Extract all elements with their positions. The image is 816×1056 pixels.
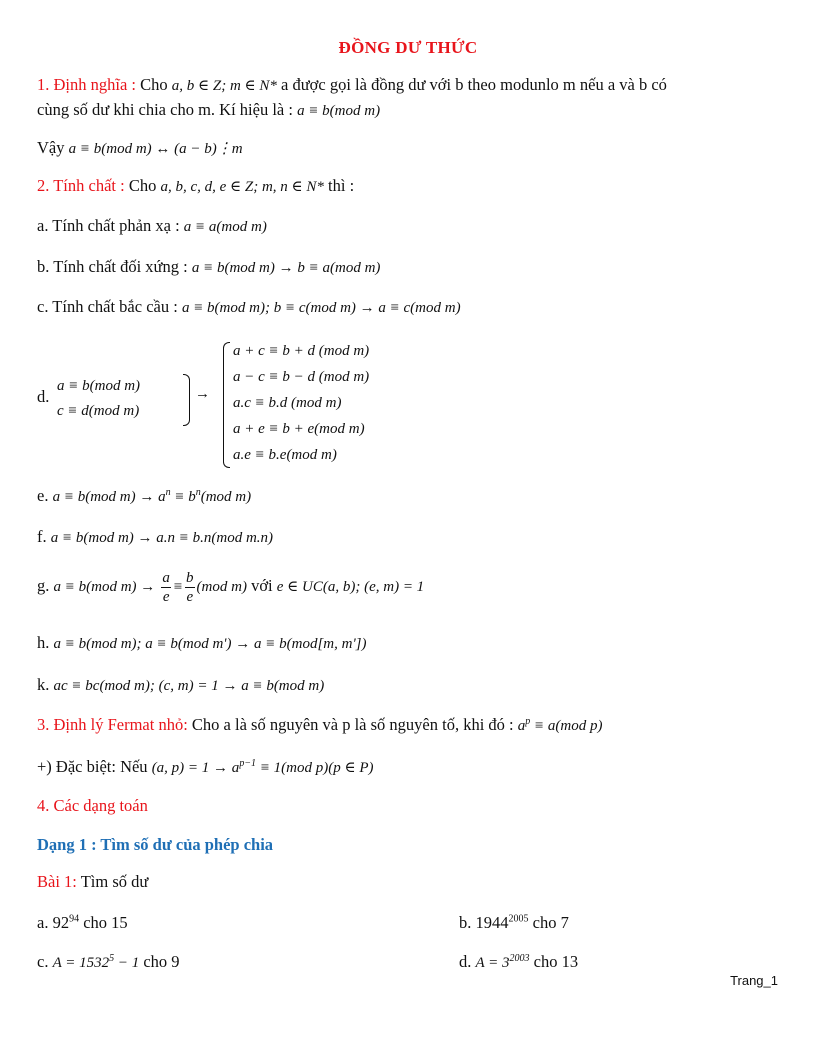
dang1-heading: Dạng 1 : Tìm số dư của phép chia (37, 835, 274, 854)
bai1-d-part-1: A = 3 (475, 955, 510, 971)
bai1-a-exponent: 94 (69, 913, 80, 925)
fraction-numerator: a (162, 569, 170, 586)
bai1-item-b (459, 911, 569, 935)
properties-math-domain: a, b, c, d, e ∈ Z; m, n ∈ N* (160, 179, 324, 195)
bai1-text: Tìm số dư (80, 872, 149, 891)
bai1-item-a (37, 911, 128, 935)
fraction-numerator: b (186, 569, 194, 586)
fermat-special-math (152, 760, 374, 776)
bai1-b-label: b. (459, 913, 472, 932)
property-e-sup-2: n (195, 487, 201, 498)
bai1-c-label: c. (37, 952, 49, 971)
property-e-label: e. (37, 486, 49, 505)
property-b-math: a ≡ b(mod m) → b ≡ a(mod m) (191, 260, 381, 276)
property-k-math: ac ≡ bc(mod m); (c, m) = 1 → a ≡ b(mod m) (53, 678, 325, 694)
fermat-exponent: p (525, 716, 531, 727)
property-d-conclusion-1: a + c ≡ b + d (mod m) (233, 343, 370, 359)
bai1-item-d (459, 950, 578, 975)
fermat-math (518, 718, 603, 734)
bai1-b-rest: cho 7 (532, 913, 569, 932)
property-k-label: k. (37, 675, 50, 694)
definition-text: a được gọi là đồng dư với b theo modunlo m nếu a và b có (281, 75, 667, 94)
fermat-line (37, 713, 602, 738)
property-a-math: a ≡ a(mod m) (183, 219, 267, 235)
definition-vay: Vậy (37, 138, 65, 157)
fermat-special (37, 755, 374, 780)
property-f (37, 525, 273, 550)
fermat-special-text: +) Đặc biệt: Nếu (37, 757, 148, 776)
property-e (37, 484, 251, 509)
property-a (37, 214, 267, 239)
fraction-denominator: e (186, 588, 194, 605)
property-e-sup-1: n (165, 487, 171, 498)
property-c (37, 295, 461, 320)
property-d-conclusions (233, 338, 369, 468)
bai1-d-rest: cho 13 (533, 952, 579, 971)
property-e-part-1: a ≡ b(mod m) → a (52, 489, 166, 505)
property-f-label: f. (37, 527, 47, 546)
bai1-a-rest: cho 15 (83, 913, 128, 932)
property-f-math: a ≡ b(mod m) → a.n ≡ b.n(mod m.n) (50, 530, 274, 546)
bai1-c-exponent: 5 (109, 953, 115, 964)
bai1-d-math (476, 955, 530, 971)
property-g-condition: e ∈ UC(a, b); (e, m) = 1 (276, 579, 425, 595)
property-e-math (53, 489, 252, 505)
fermat-base: a (517, 718, 526, 734)
properties-heading (37, 174, 354, 199)
properties-thi: thì : (328, 176, 355, 195)
left-brace (223, 342, 230, 468)
bai1-c-part-2: − 1 (114, 955, 140, 971)
fermat-text: Cho a là số nguyên và p là số nguyên tố, khi đó : (191, 715, 514, 734)
fermat-special-exponent: p−1 (239, 758, 257, 769)
bai1-a-label: a. (37, 913, 49, 932)
property-g (37, 566, 424, 607)
definition-symbol-text: cùng số dư khi chia cho m. Kí hiệu là : (37, 100, 293, 119)
bai1-heading (37, 870, 148, 894)
fermat-label: 3. Định lý Fermat nhỏ: (37, 715, 188, 734)
implies-arrow: → (195, 386, 210, 402)
property-g-voi: với (251, 576, 273, 595)
property-d-system (37, 338, 457, 466)
right-brace (183, 374, 190, 426)
property-d-conclusion-3: a.c ≡ b.d (mod m) (233, 395, 342, 411)
bai1-b-exponent: 2005 (508, 913, 529, 925)
property-c-text: c. Tính chất bắc cầu : (37, 297, 178, 316)
property-b-text: b. Tính chất đối xứng : (37, 257, 188, 276)
property-d-label: d. (37, 387, 50, 406)
property-d-conclusion-4: a + e ≡ b + e(mod m) (233, 421, 365, 437)
property-h-math: a ≡ b(mod m); a ≡ b(mod m') → a ≡ b(mod[m, m']) (53, 636, 367, 652)
property-d-premise-1: a ≡ b(mod m) (57, 378, 141, 394)
bai1-c-part-1: A = 1532 (52, 955, 110, 971)
properties-cho: Cho (128, 176, 157, 195)
property-g-math-1: a ≡ b(mod m) → (53, 579, 156, 595)
property-g-equiv: ≡ (172, 579, 184, 595)
fermat-special-part-2: ≡ 1(mod p)(p ∈ P) (256, 760, 374, 776)
property-d-conclusion-2: a − c ≡ b − d (mod m) (233, 369, 370, 385)
property-c-math: a ≡ b(mod m); b ≡ c(mod m) → a ≡ c(mod m) (181, 300, 461, 316)
property-b (37, 255, 380, 280)
fraction-denominator: e (162, 588, 170, 605)
fraction-a-over-e (161, 569, 171, 606)
definition-symbol-math: a ≡ b(mod m) (297, 103, 381, 119)
definition-cho: Cho (140, 75, 168, 94)
definition-line-2 (37, 98, 380, 123)
bai1-item-c (37, 950, 180, 975)
bai1-label: Bài 1: (37, 872, 77, 891)
property-d-premises (57, 374, 140, 424)
property-d-premise-2: c ≡ d(mod m) (57, 403, 140, 419)
definition-equivalence-math: a ≡ b(mod m) ↔ (a − b)⋮m (68, 141, 243, 157)
property-g-math-2: (mod m) (196, 579, 247, 595)
bai1-c-rest: cho 9 (143, 952, 180, 971)
property-g-label: g. (37, 576, 50, 595)
bai1-a-base: 92 (52, 913, 70, 932)
property-k (37, 673, 324, 698)
fermat-rest: ≡ a(mod p) (530, 718, 603, 734)
bai1-c-math (53, 955, 140, 971)
bai1-d-exponent: 2003 (509, 953, 530, 964)
forms-heading: 4. Các dạng toán (37, 796, 148, 815)
bai1-d-label: d. (459, 952, 472, 971)
bai1-b-base: 1944 (475, 913, 509, 932)
property-e-part-3: (mod m) (200, 489, 252, 505)
page-footer: Trang_1 (730, 973, 778, 988)
property-h (37, 631, 367, 656)
definition-line-3 (37, 136, 243, 161)
fraction-b-over-e (185, 569, 195, 606)
fermat-special-part-1: (a, p) = 1 → a (151, 760, 240, 776)
property-a-text: a. Tính chất phản xạ : (37, 216, 180, 235)
property-d-conclusion-5: a.e ≡ b.e(mod m) (233, 447, 337, 463)
property-e-part-2: ≡ b (170, 489, 196, 505)
definition-line-1 (37, 73, 667, 98)
definition-math-domain: a, b ∈ Z; m ∈ N* (171, 78, 277, 94)
property-h-label: h. (37, 633, 50, 652)
definition-label: 1. Định nghĩa : (37, 75, 136, 94)
page-title: ĐỒNG DƯ THỨC (338, 38, 478, 57)
properties-label: 2. Tính chất : (37, 176, 125, 195)
